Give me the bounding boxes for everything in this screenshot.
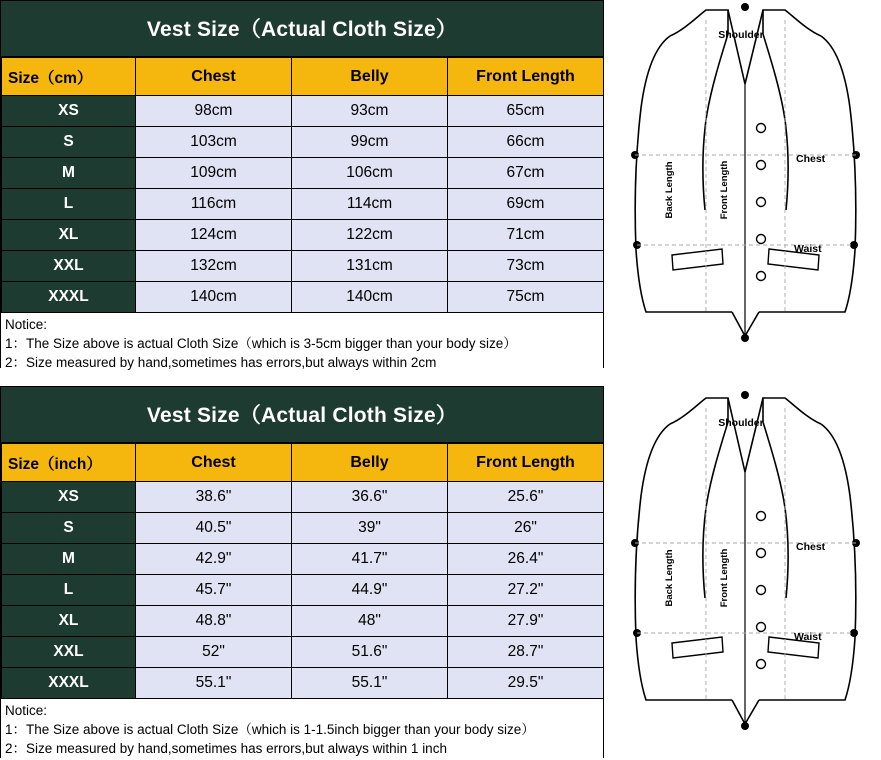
cell-chest: 132cm [136, 251, 292, 282]
table-row [2, 482, 604, 513]
notice-imperial [1, 699, 603, 760]
chart-title-imperial: Vest Size（Actual Cloth Size） [1, 387, 603, 443]
notice-line: Notice: [5, 317, 48, 332]
table-row [2, 606, 604, 637]
notice-line: Notice: [5, 703, 48, 718]
cell-belly: 41.7" [292, 544, 448, 575]
table-row [2, 189, 604, 220]
row-size-label: M [2, 544, 136, 575]
label-front-length: Front Length [719, 548, 730, 608]
cell-chest: 42.9" [136, 544, 292, 575]
row-size-label: XL [2, 220, 136, 251]
cell-belly: 131cm [292, 251, 448, 282]
label-back-length: Back Length [664, 549, 675, 607]
row-size-label: XL [2, 606, 136, 637]
column-header-chest: Chest [136, 444, 292, 482]
table-row [2, 158, 604, 189]
cell-front-length: 71cm [448, 220, 604, 251]
cell-belly: 44.9" [292, 575, 448, 606]
cell-front-length: 26.4" [448, 544, 604, 575]
table-row [2, 544, 604, 575]
row-size-label: XS [2, 96, 136, 127]
row-size-label: XXXL [2, 668, 136, 699]
table-header-row [2, 444, 604, 482]
row-size-label: L [2, 575, 136, 606]
table-row [2, 220, 604, 251]
table-header-row [2, 58, 604, 96]
notice-line: 2：Size measured by hand,sometimes has errors,but always within 2cm [5, 355, 437, 370]
size-table-metric [1, 57, 604, 313]
cell-front-length: 73cm [448, 251, 604, 282]
cell-chest: 40.5" [136, 513, 292, 544]
column-header-front-length: Front Length [448, 444, 604, 482]
cell-front-length: 67cm [448, 158, 604, 189]
cell-belly: 51.6" [292, 637, 448, 668]
size-table-imperial [1, 443, 604, 699]
cell-belly: 39" [292, 513, 448, 544]
cell-belly: 48" [292, 606, 448, 637]
cell-chest: 55.1" [136, 668, 292, 699]
notice-line: 1：The Size above is actual Cloth Size（which is 3-5cm bigger than your body size） [5, 336, 517, 351]
table-row [2, 251, 604, 282]
label-back-length: Back Length [664, 161, 675, 219]
size-chart-metric [0, 0, 604, 368]
table-row [2, 575, 604, 606]
table-row [2, 127, 604, 158]
label-front-length: Front Length [719, 160, 730, 220]
cell-chest: 45.7" [136, 575, 292, 606]
cell-belly: 106cm [292, 158, 448, 189]
row-size-label: L [2, 189, 136, 220]
column-header-belly: Belly [292, 58, 448, 96]
cell-chest: 103cm [136, 127, 292, 158]
table-row [2, 637, 604, 668]
cell-belly: 36.6" [292, 482, 448, 513]
row-size-label: XXL [2, 251, 136, 282]
cell-chest: 52" [136, 637, 292, 668]
label-waist: Waist [794, 631, 822, 643]
cell-front-length: 27.2" [448, 575, 604, 606]
row-size-label: S [2, 127, 136, 158]
label-shoulder: Shoulder [718, 29, 764, 41]
label-chest: Chest [796, 541, 826, 553]
size-chart-imperial [0, 386, 604, 758]
cell-belly: 122cm [292, 220, 448, 251]
cell-front-length: 66cm [448, 127, 604, 158]
label-chest: Chest [796, 153, 826, 165]
vest-diagram-top [610, 0, 881, 370]
label-shoulder: Shoulder [718, 417, 764, 429]
cell-chest: 140cm [136, 282, 292, 313]
cell-front-length: 28.7" [448, 637, 604, 668]
table-row [2, 668, 604, 699]
cell-belly: 114cm [292, 189, 448, 220]
cell-chest: 116cm [136, 189, 292, 220]
notice-line: 2：Size measured by hand,sometimes has errors,but always within 1 inch [5, 741, 447, 756]
cell-chest: 38.6" [136, 482, 292, 513]
column-header-chest: Chest [136, 58, 292, 96]
cell-front-length: 65cm [448, 96, 604, 127]
column-header-belly: Belly [292, 444, 448, 482]
row-size-label: M [2, 158, 136, 189]
row-size-label: XXXL [2, 282, 136, 313]
row-size-label: XXL [2, 637, 136, 668]
table-row [2, 513, 604, 544]
label-waist: Waist [794, 243, 822, 255]
cell-front-length: 25.6" [448, 482, 604, 513]
cell-belly: 99cm [292, 127, 448, 158]
cell-front-length: 26" [448, 513, 604, 544]
cell-front-length: 29.5" [448, 668, 604, 699]
cell-chest: 124cm [136, 220, 292, 251]
chart-title-metric: Vest Size（Actual Cloth Size） [1, 1, 603, 57]
vest-diagram-bottom [610, 386, 881, 758]
notice-line: 1：The Size above is actual Cloth Size（which is 1-1.5inch bigger than your body size） [5, 722, 535, 737]
cell-front-length: 69cm [448, 189, 604, 220]
cell-belly: 55.1" [292, 668, 448, 699]
cell-chest: 98cm [136, 96, 292, 127]
row-size-label: XS [2, 482, 136, 513]
table-row [2, 282, 604, 313]
cell-front-length: 75cm [448, 282, 604, 313]
notice-metric [1, 313, 603, 376]
table-row [2, 96, 604, 127]
cell-chest: 109cm [136, 158, 292, 189]
row-size-label: S [2, 513, 136, 544]
column-header-size: Size（inch） [2, 444, 136, 482]
cell-belly: 140cm [292, 282, 448, 313]
cell-belly: 93cm [292, 96, 448, 127]
cell-chest: 48.8" [136, 606, 292, 637]
column-header-front-length: Front Length [448, 58, 604, 96]
column-header-size: Size（cm） [2, 58, 136, 96]
cell-front-length: 27.9" [448, 606, 604, 637]
